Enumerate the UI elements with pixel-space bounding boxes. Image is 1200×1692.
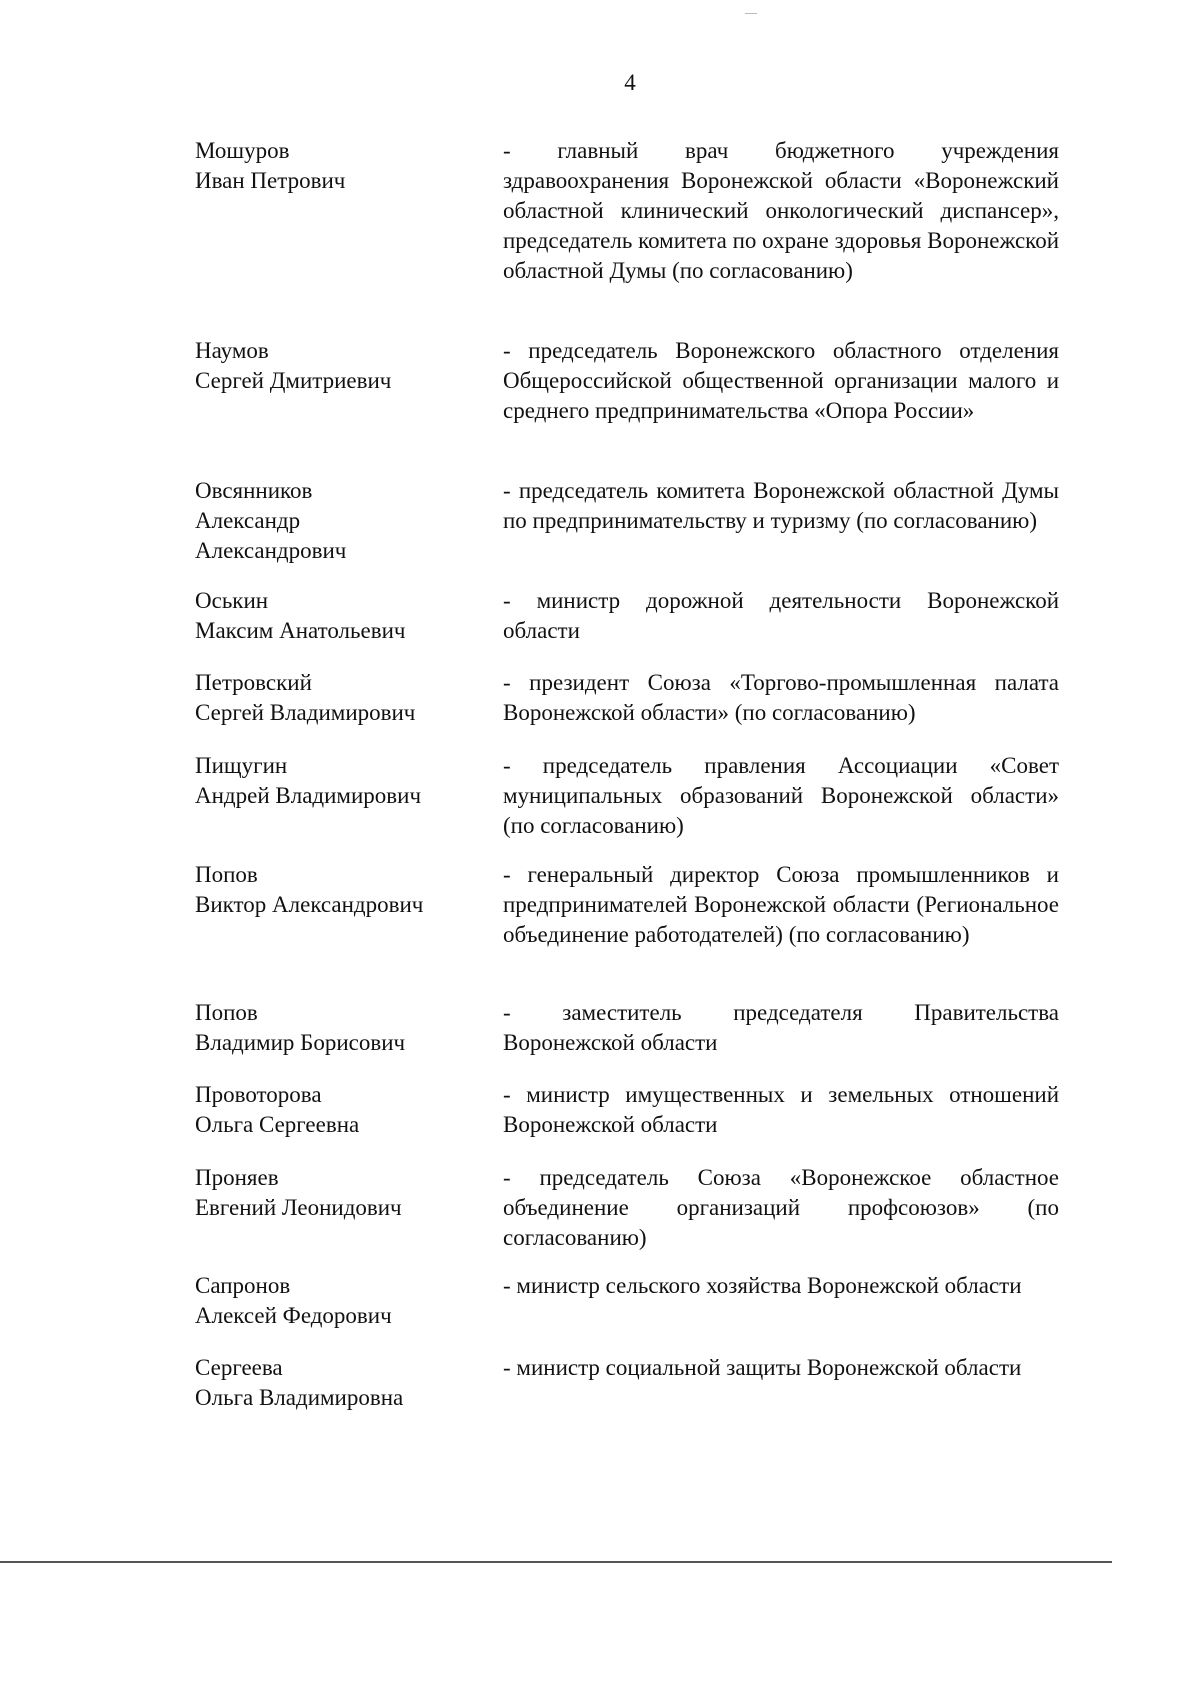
member-given-name: Андрей Владимирович bbox=[195, 783, 422, 808]
member-surname: Сергеева bbox=[195, 1355, 283, 1380]
member-position: - президент Союза «Торгово-промышленная палата Воронежской области» (по согласованию) bbox=[503, 670, 1059, 725]
member-position: - заместитель председателя Правительства Воронежской области bbox=[503, 1000, 1059, 1055]
member-given-name: Сергей Дмитриевич bbox=[195, 368, 392, 393]
member-position: - генеральный директор Союза промышленников и предпринимателей Воронежской области (Региональное объединение работодателей) (по согласованию) bbox=[503, 862, 1059, 947]
member-name bbox=[195, 668, 495, 728]
member-surname: Оськин bbox=[195, 588, 269, 613]
scan-mark bbox=[745, 13, 757, 14]
member-name bbox=[195, 860, 495, 920]
scan-edge-line bbox=[0, 1561, 1112, 1563]
member-name bbox=[195, 1163, 495, 1223]
member-surname: Петровский bbox=[195, 670, 312, 695]
member-surname: Овсянников bbox=[195, 478, 313, 503]
member-name bbox=[195, 751, 495, 811]
member-surname: Проняев bbox=[195, 1165, 279, 1190]
member-name bbox=[195, 1353, 495, 1413]
member-position: - председатель Союза «Воронежское областное объединение организаций профсоюзов» (по согласованию) bbox=[503, 1165, 1059, 1250]
member-given-name: Евгений Леонидович bbox=[195, 1195, 402, 1220]
member-given-name: Ольга Владимировна bbox=[195, 1385, 404, 1410]
member-name bbox=[195, 998, 495, 1058]
member-position: - министр имущественных и земельных отношений Воронежской области bbox=[503, 1082, 1059, 1137]
member-name bbox=[195, 476, 495, 566]
member-position: - министр сельского хозяйства Воронежской области bbox=[503, 1273, 1022, 1298]
member-surname: Провоторова bbox=[195, 1082, 322, 1107]
member-name bbox=[195, 1271, 495, 1331]
member-surname: Сапронов bbox=[195, 1273, 291, 1298]
member-position: - председатель правления Ассоциации «Совет муниципальных образований Воронежской области» (по согласованию) bbox=[503, 753, 1059, 838]
member-position: - главный врач бюджетного учреждения здравоохранения Воронежской области «Воронежский областной клинический онкологический диспансер», председатель комитета по охране здоровья Воронежской областной Думы (по согласованию) bbox=[503, 138, 1059, 283]
page-number: 4 bbox=[624, 70, 636, 95]
member-given-name: Иван Петрович bbox=[195, 168, 346, 193]
member-name bbox=[195, 1080, 495, 1140]
member-given-name: Сергей Владимирович bbox=[195, 700, 416, 725]
member-given-name: Виктор Александрович bbox=[195, 892, 424, 917]
member-name bbox=[195, 586, 495, 646]
member-surname: Попов bbox=[195, 862, 258, 887]
member-position: - председатель Воронежского областного отделения Общероссийской общественной организации малого и среднего предпринимательства «Опора России» bbox=[503, 338, 1059, 423]
member-given-name: Ольга Сергеевна bbox=[195, 1112, 360, 1137]
member-surname: Пищугин bbox=[195, 753, 288, 778]
member-patronymic: Александрович bbox=[195, 538, 347, 563]
member-surname: Наумов bbox=[195, 338, 269, 363]
member-surname: Попов bbox=[195, 1000, 258, 1025]
member-position: - министр дорожной деятельности Воронежской области bbox=[503, 588, 1059, 643]
member-name bbox=[195, 136, 495, 196]
member-position: - председатель комитета Воронежской областной Думы по предпринимательству и туризму (по согласованию) bbox=[503, 478, 1059, 533]
member-surname: Мошуров bbox=[195, 138, 290, 163]
member-given-name: Максим Анатольевич bbox=[195, 618, 406, 643]
member-position: - министр социальной защиты Воронежской области bbox=[503, 1355, 1022, 1380]
member-name bbox=[195, 336, 495, 396]
member-given-name: Владимир Борисович bbox=[195, 1030, 406, 1055]
member-given-name: Александр bbox=[195, 508, 301, 533]
member-given-name: Алексей Федорович bbox=[195, 1303, 392, 1328]
